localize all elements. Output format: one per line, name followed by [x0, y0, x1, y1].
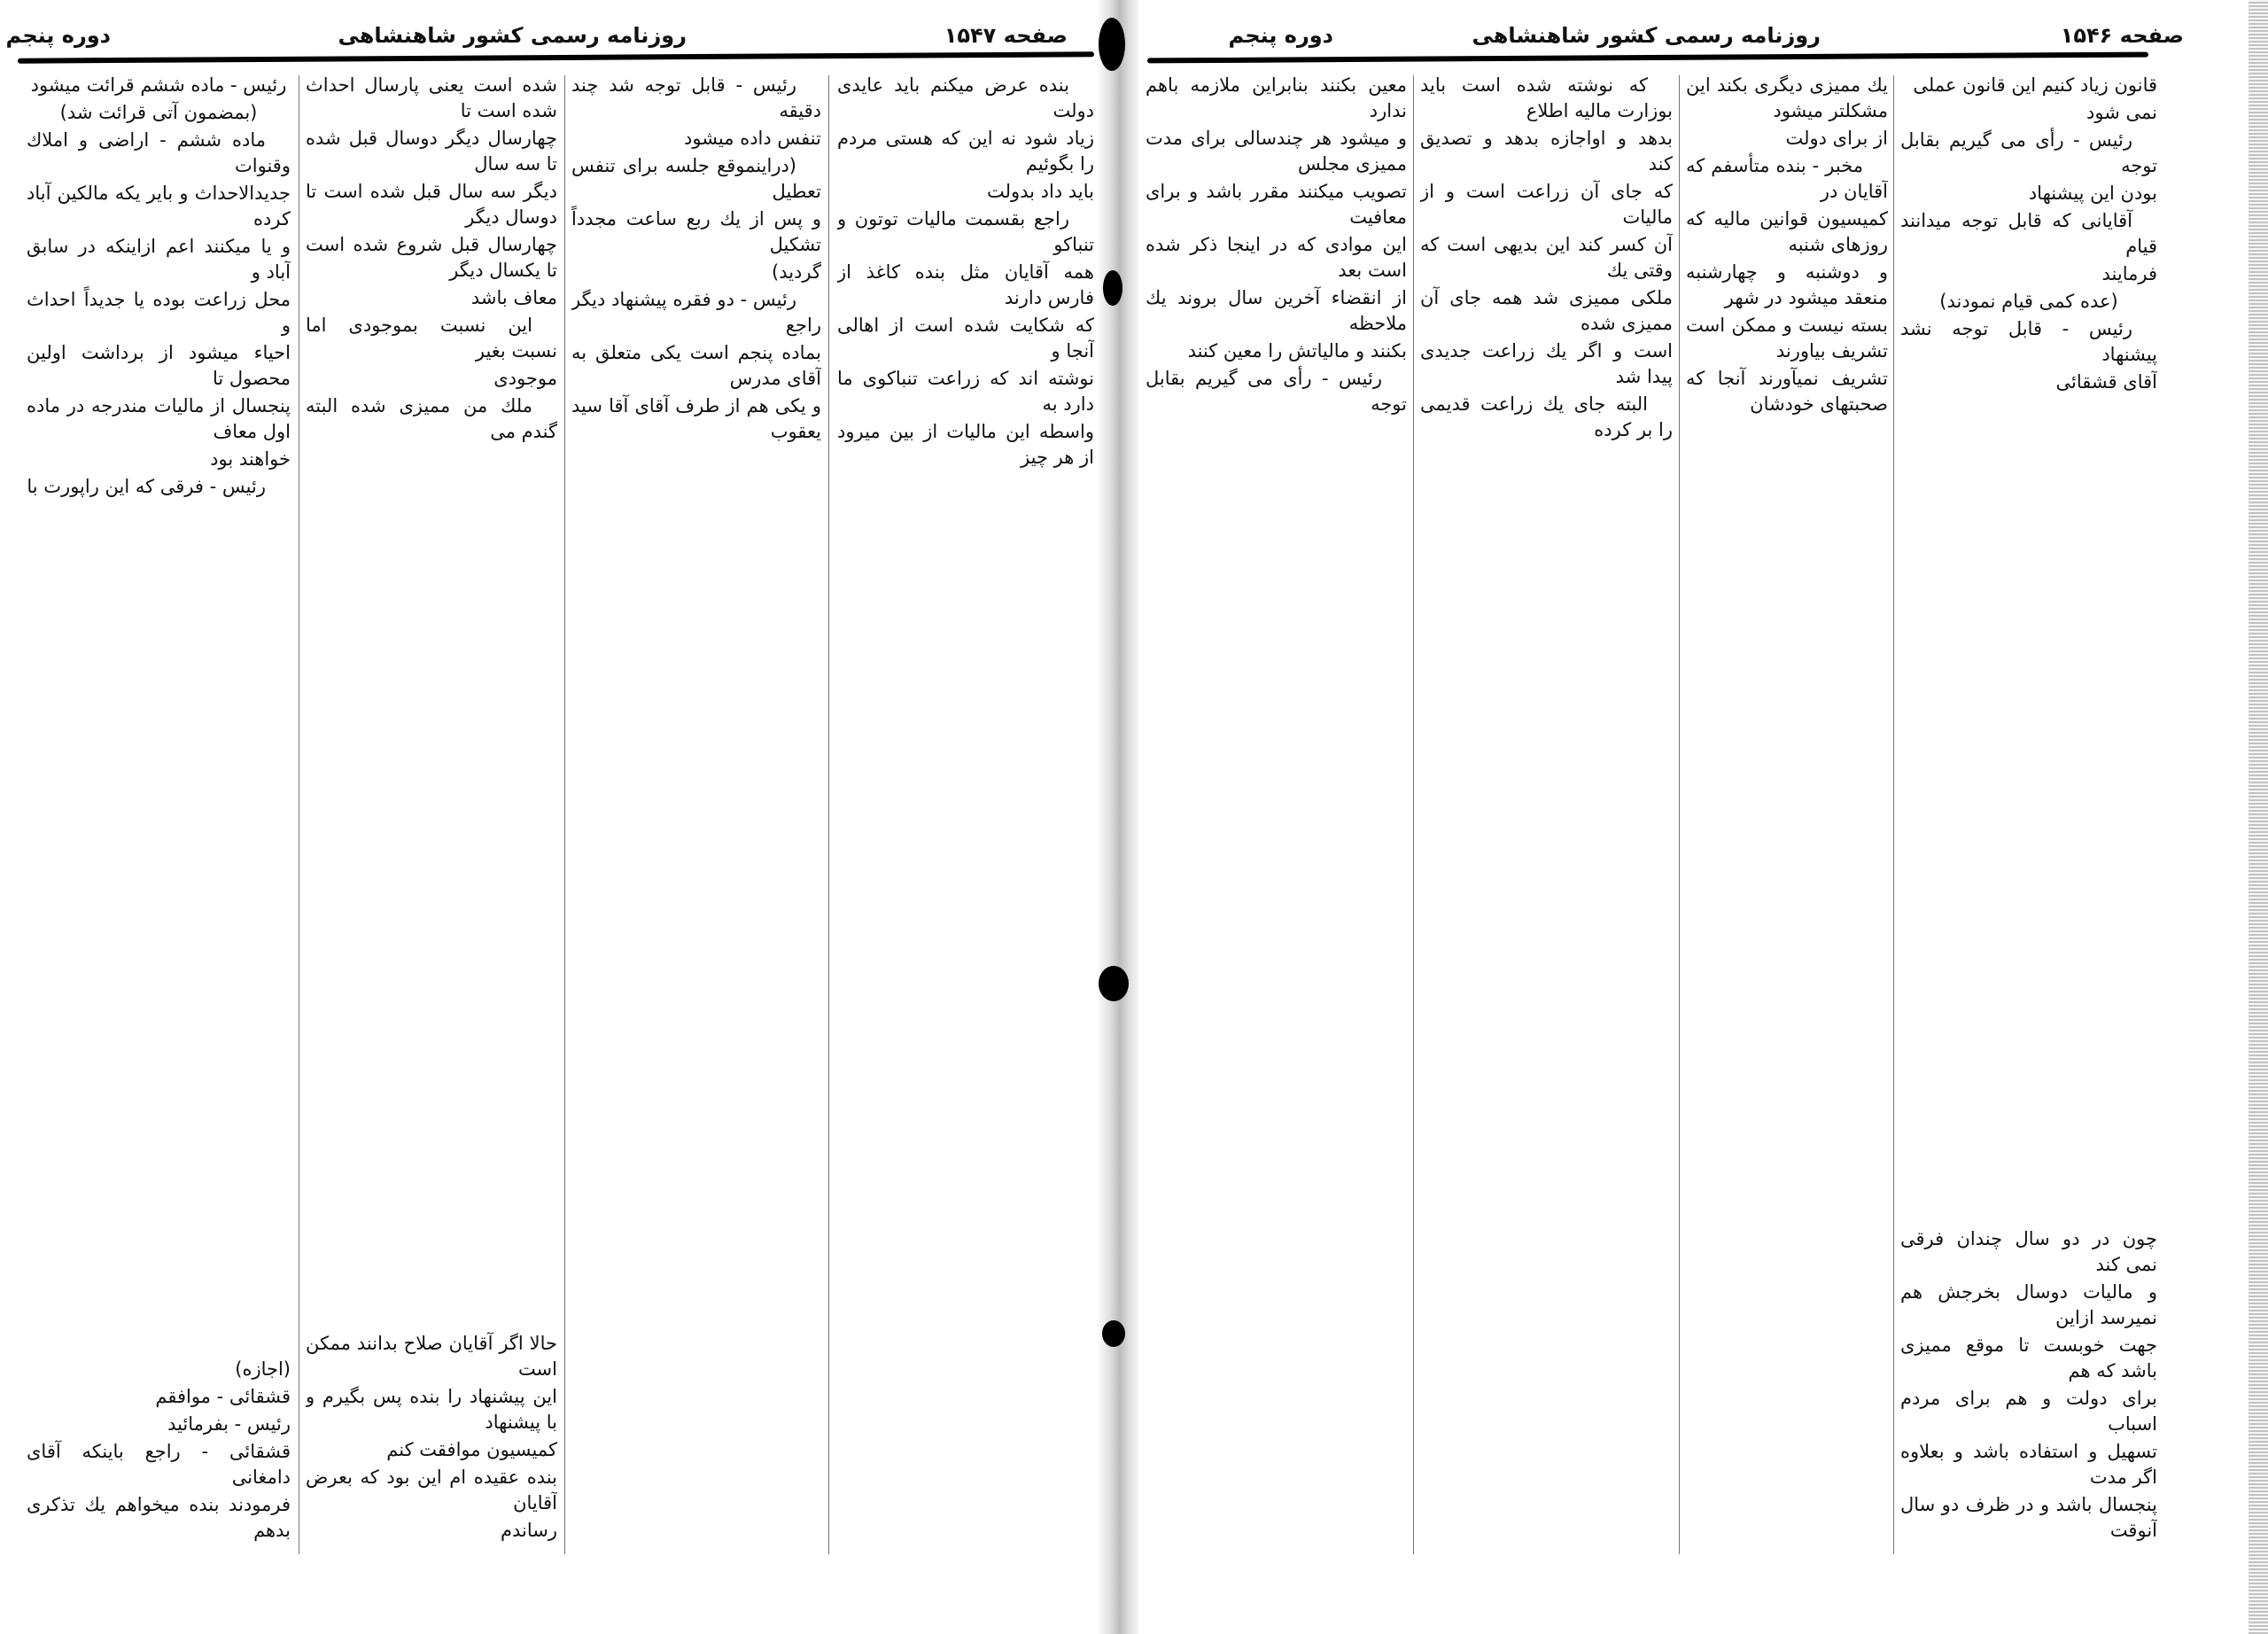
text-line: حالا اگر آقایان صلاح بدانند ممکن است	[306, 1333, 557, 1380]
text-line: رئیس - رأی می گیریم بقابل توجه	[1146, 368, 1407, 415]
page-header	[0, 16, 1103, 55]
text-line: که جای آن زراعت است و از مالیات	[1420, 181, 1673, 228]
page-gutter	[1097, 0, 1143, 1634]
text-line: چهارسال قبل شروع شده است تا یکسال دیگر	[306, 234, 557, 281]
text-line: ملکی ممیزی شد همه جای آن ممیزی شده	[1420, 287, 1673, 334]
page-header	[1138, 16, 2228, 55]
column-divider	[1679, 75, 1680, 1554]
text-line: رئیس - دو فقره پیشنهاد دیگر راجع	[571, 289, 821, 336]
text-line: نمی شود	[2086, 102, 2157, 123]
text-line: پنجسال باشد و در ظرف دو سال آنوقت	[1900, 1494, 2157, 1541]
text-line: واسطه این مالیات از بین میرود از هر چیز	[837, 421, 1094, 468]
text-line: و پس از یك ربع ساعت مجدداً تشکیل	[571, 208, 821, 255]
column-ending	[27, 1357, 291, 1545]
text-line: تسهیل و استفاده باشد و بعلاوه اگر مدت	[1900, 1441, 2157, 1488]
period-label: دوره پنجم	[5, 23, 111, 48]
ink-blot	[1099, 966, 1129, 1001]
text-line: محل زراعت بوده یا جدیداً احداث و	[27, 289, 291, 336]
text-line: گردید)	[772, 261, 821, 283]
text-line: و یا میکنند اعم ازاینکه در سابق آباد و	[27, 236, 291, 283]
text-line: بودن این پیشنهاد	[2028, 183, 2157, 204]
text-line: از انقضاء آخرین سال بروند یك ملاحظه	[1146, 287, 1407, 334]
text-line: تصویب میکنند مقرر باشد و برای معافیت	[1146, 181, 1407, 228]
page-number: صفحه ۱۵۴۷	[944, 23, 1068, 48]
text-line: از برای دولت	[1785, 128, 1888, 149]
text-line: دیگر سه سال قبل شده است تا دوسال دیگر	[306, 181, 557, 228]
text-line: این موادی که در اینجا ذکر شده است بعد	[1146, 234, 1407, 281]
text-line: آقایانی که قابل توجه میدانند قیام	[1900, 210, 2157, 257]
text-line: بدهد و اواجازه بدهد و تصدیق کند	[1420, 128, 1673, 175]
text-column	[837, 73, 1094, 1581]
text-line: رساندم	[500, 1520, 557, 1541]
text-line: رئیس - ماده ششم قرائت میشود	[30, 74, 287, 96]
newspaper-title: روزنامه رسمی کشور شاهنشاهی	[338, 23, 687, 48]
text-line: این نسبت بموجودی اما نسبت بغیر	[306, 315, 557, 362]
text-line: و یکی هم از طرف آقای آقا سید یعقوب	[571, 395, 821, 442]
text-line: و میشود هر چندسالی برای مدت ممیزی مجلس	[1146, 128, 1407, 175]
text-line: معاف باشد	[470, 287, 557, 308]
text-line: کمیسیون قوانین مالیه که روزهای شنبه	[1686, 208, 1888, 255]
scan-edge	[2249, 0, 2268, 1634]
text-line: (عده کمی قیام نمودند)	[1939, 291, 2118, 312]
text-line: آن کسر کند این بدیهی است که وقتی یك	[1420, 234, 1673, 281]
text-line: تشریف نمیآورند آنجا که صحبتهای خودشان	[1686, 368, 1888, 415]
text-line: که شکایت شده است از اهالی آنجا و	[837, 315, 1094, 362]
text-line: چهارسال دیگر دوسال قبل شده تا سه سال	[306, 128, 557, 175]
text-line: ماده ششم - اراضی و املاك وقنوات	[27, 129, 291, 176]
text-line: بنده عرض میکنم باید عایدی دولت	[837, 74, 1094, 121]
text-line: خواهند بود	[210, 448, 291, 470]
text-line: بسته نیست و ممکن است تشریف بیاورند	[1686, 315, 1888, 362]
text-line: رئیس - رأی می گیریم بقابل توجه	[1900, 129, 2157, 176]
text-line: چون در دو سال چندان فرقی نمی کند	[1900, 1228, 2157, 1275]
text-line: زیاد شود نه این که هستی مردم را بگوئیم	[837, 128, 1094, 175]
text-line: معین بکنند بنابراین ملازمه باهم ندارد	[1146, 74, 1407, 121]
text-column	[27, 73, 291, 1581]
text-line: بنده عقیده ام این بود که بعرض آقایان	[306, 1467, 557, 1513]
text-line: رئیس - قابل توجه شد چند دقیقه	[571, 74, 821, 121]
ink-blot	[1103, 270, 1122, 306]
text-line: است و اگر یك زراعت جدیدی پیدا شد	[1420, 340, 1673, 387]
text-column	[1900, 73, 2157, 1581]
column-divider	[1413, 75, 1414, 1554]
text-line: و دوشنبه و چهارشنبه منعقد میشود در شهر	[1686, 261, 1888, 308]
text-line: کمیسیون موافقت کنم	[386, 1439, 557, 1460]
text-line: همه آقایان مثل بنده کاغذ از فارس دارند	[837, 261, 1094, 308]
text-line: نوشته اند که زراعت تنباکوی ما دارد به	[837, 368, 1094, 415]
text-line: احیاء میشود از برداشت اولین محصول تا	[27, 342, 291, 389]
text-line: این پیشنهاد را بنده پس بگیرم و با پیشنهاد	[306, 1386, 557, 1433]
text-column	[1420, 73, 1673, 1581]
text-column	[1146, 73, 1407, 1581]
text-line: فرمودند بنده میخواهم یك تذکری بدهم	[27, 1494, 291, 1541]
newspaper-page-right	[1138, 0, 2268, 1634]
text-line: تنفس داده میشود	[684, 128, 821, 149]
text-line: باید داد بدولت	[986, 181, 1094, 202]
text-line: موجودی	[493, 368, 557, 389]
column-divider	[1893, 75, 1894, 1554]
column-divider	[828, 75, 829, 1554]
text-line: رئیس - فرقی که این راپورت با	[27, 476, 266, 497]
text-line: البته جای یك زراعت قدیمی را بر کرده	[1420, 393, 1673, 440]
text-line: راجع بقسمت مالیات توتون و تنباکو	[837, 208, 1094, 255]
text-line: رئیس - قابل توجه نشد پیشنهاد	[1900, 318, 2157, 365]
column-ending	[306, 1331, 557, 1545]
text-line: شده است یعنی پارسال احداث شده است تا	[306, 74, 557, 121]
ink-blot	[1099, 18, 1125, 71]
ink-blot	[1102, 1320, 1125, 1347]
text-line: جدیدالاحداث و بایر یکه مالکین آباد کرده	[27, 183, 291, 230]
text-line: که نوشته شده است باید بوزارت مالیه اطلاع	[1420, 74, 1673, 121]
text-line: (بمضمون آتی قرائت شد)	[59, 102, 258, 123]
column-ending	[1900, 1226, 2157, 1545]
text-line: بماده پنجم است یکی متعلق به آقای مدرس	[571, 342, 821, 389]
text-line: جهت خوبست تا موقع ممیزی باشد که هم	[1900, 1334, 2157, 1381]
text-line: پنجسال از مالیات مندرجه در ماده اول معاف	[27, 395, 291, 442]
text-line: برای دولت و هم برای مردم اسباب	[1900, 1388, 2157, 1435]
text-line: فرمایند	[2101, 263, 2157, 284]
text-line: (اجازه)	[235, 1358, 291, 1380]
text-line: ملك من ممیزی شده البته گندم می	[306, 395, 557, 442]
period-label: دوره پنجم	[1228, 23, 1333, 48]
text-line: قانون زیاد کنیم این قانون عملی	[1913, 74, 2157, 96]
text-line: بکنند و مالیاتش را معین کنند	[1187, 340, 1407, 362]
text-line: قشقائی - راجع باینکه آقای دامغانی	[27, 1441, 291, 1488]
page-number: صفحه ۱۵۴۶	[2060, 23, 2184, 48]
column-divider	[564, 75, 565, 1554]
newspaper-title: روزنامه رسمی کشور شاهنشاهی	[1472, 23, 1821, 48]
newspaper-page-left	[0, 0, 1103, 1634]
text-column	[571, 73, 821, 1581]
text-column	[1686, 73, 1888, 1581]
text-line: آقای قشقائی	[2055, 371, 2157, 393]
text-line: یك ممیزی دیگری بکند این مشکلتر میشود	[1686, 74, 1888, 121]
text-line: (دراینموقع جلسه برای تنفس تعطیل	[571, 155, 821, 202]
text-line: قشقائی - موافقم	[155, 1386, 291, 1407]
text-column	[306, 73, 557, 1581]
text-line: رئیس - بفرمائید	[167, 1413, 291, 1435]
text-line: و مالیات دوسال بخرجش هم نمیرسد ازاین	[1900, 1281, 2157, 1328]
text-line: مخبر - بنده متأسفم که آقایان در	[1686, 155, 1888, 202]
